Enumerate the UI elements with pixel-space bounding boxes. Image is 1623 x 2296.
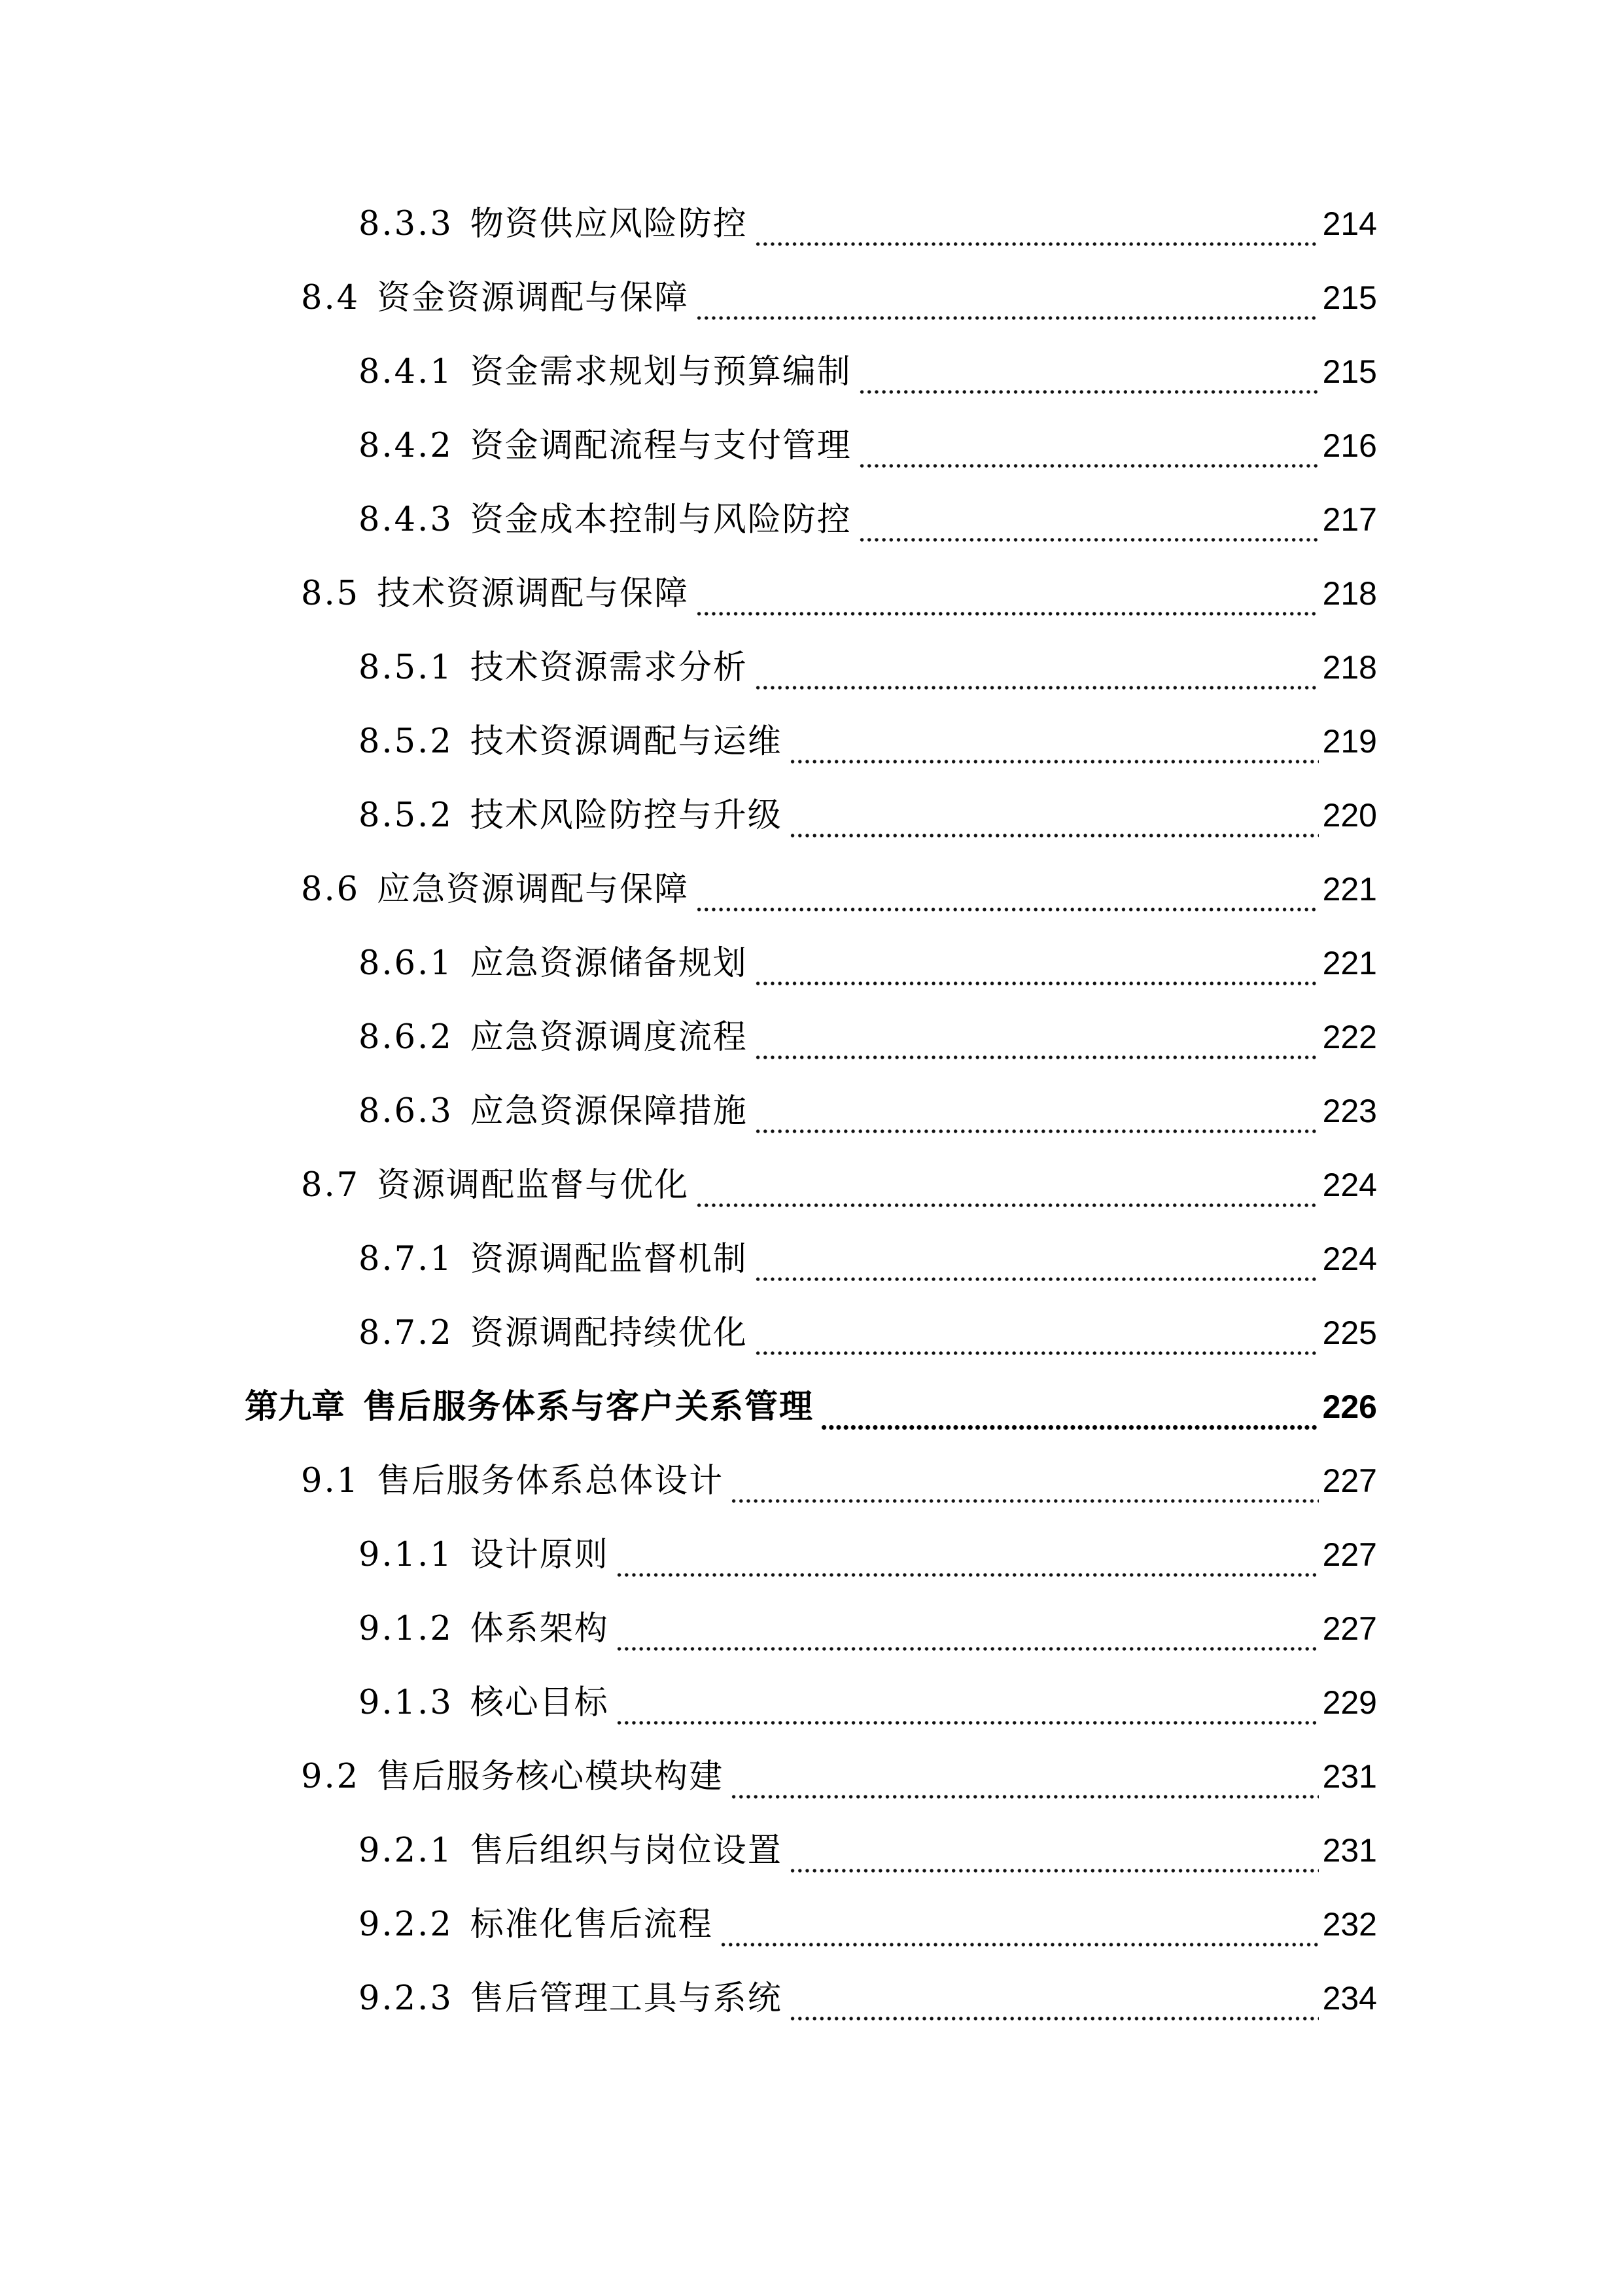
dot-leader bbox=[730, 1492, 1318, 1510]
toc-entry-title: 资源调配监督与优化 bbox=[377, 1166, 689, 1205]
toc-entry-number: 8.4 bbox=[301, 279, 360, 317]
toc-entry[interactable] bbox=[358, 342, 1377, 401]
toc-entry-number: 9.2.2 bbox=[358, 1905, 453, 1944]
toc-entry[interactable] bbox=[358, 712, 1377, 771]
toc-entry-number: 9.2 bbox=[301, 1757, 360, 1796]
dot-leader bbox=[789, 752, 1319, 771]
dot-leader bbox=[789, 2009, 1319, 2028]
toc-entry-number: 8.5.2 bbox=[358, 796, 453, 835]
toc-entry[interactable] bbox=[358, 934, 1377, 993]
toc-entry[interactable] bbox=[358, 786, 1377, 845]
toc-entry-number: 9.2.1 bbox=[358, 1831, 453, 1870]
toc-entry-page: 227 bbox=[1322, 1536, 1377, 1573]
toc-entry[interactable] bbox=[358, 416, 1377, 475]
toc-entry-title: 应急资源调度流程 bbox=[470, 1018, 748, 1057]
toc-entry-page: 221 bbox=[1322, 871, 1377, 908]
dot-leader bbox=[695, 605, 1318, 623]
dot-leader bbox=[616, 1566, 1319, 1584]
toc-entry-title: 资金调配流程与支付管理 bbox=[470, 427, 852, 465]
toc-entry-title: 技术资源需求分析 bbox=[470, 648, 748, 687]
toc-entry-number: 8.4.3 bbox=[358, 501, 453, 539]
toc-chapter-entry[interactable] bbox=[245, 1377, 1377, 1436]
toc-entry-page: 215 bbox=[1322, 353, 1377, 390]
toc-entry[interactable] bbox=[358, 490, 1377, 549]
dot-leader bbox=[754, 1122, 1319, 1140]
toc-entry-page: 225 bbox=[1322, 1315, 1377, 1351]
dot-leader bbox=[695, 900, 1318, 919]
toc-entry-number: 9.2.3 bbox=[358, 1979, 453, 2018]
toc-entry-page: 229 bbox=[1322, 1684, 1377, 1721]
dot-leader bbox=[730, 1788, 1318, 1806]
toc-entry-page: 224 bbox=[1322, 1241, 1377, 1277]
toc-entry-page: 214 bbox=[1322, 205, 1377, 242]
toc-entry-page: 223 bbox=[1322, 1093, 1377, 1129]
toc-entry-page: 221 bbox=[1322, 945, 1377, 981]
toc-entry[interactable] bbox=[358, 1082, 1377, 1140]
dot-leader bbox=[754, 974, 1319, 993]
dot-leader bbox=[616, 1714, 1319, 1732]
toc-entry[interactable] bbox=[358, 194, 1377, 253]
toc-entry-title: 技术资源调配与保障 bbox=[377, 574, 689, 613]
dot-leader bbox=[858, 457, 1319, 475]
toc-entry-title: 资金需求规划与预算编制 bbox=[470, 353, 852, 391]
toc-entry-title: 售后服务体系总体设计 bbox=[377, 1462, 724, 1500]
dot-leader bbox=[858, 531, 1319, 549]
toc-entry-title: 物资供应风险防控 bbox=[470, 205, 748, 243]
toc-entry-page: 216 bbox=[1322, 427, 1377, 464]
toc-entry-number: 8.7 bbox=[301, 1166, 360, 1205]
toc-entry[interactable] bbox=[301, 268, 1377, 327]
dot-leader bbox=[616, 1640, 1319, 1658]
toc-entry[interactable] bbox=[358, 1895, 1377, 1954]
dot-leader bbox=[695, 1196, 1318, 1214]
toc-entry-number: 8.6 bbox=[301, 870, 360, 909]
toc-entry-title: 应急资源储备规划 bbox=[470, 944, 748, 983]
toc-entry-title: 资金资源调配与保障 bbox=[377, 279, 689, 317]
toc-entry[interactable] bbox=[358, 638, 1377, 697]
dot-leader bbox=[754, 1344, 1319, 1362]
toc-entry-title: 技术资源调配与运维 bbox=[470, 722, 782, 761]
toc-entry-number: 8.6.3 bbox=[358, 1092, 453, 1131]
toc-entry-title: 标准化售后流程 bbox=[470, 1905, 713, 1944]
toc-entry[interactable] bbox=[358, 1303, 1377, 1362]
toc-entry-title: 售后服务核心模块构建 bbox=[377, 1757, 724, 1796]
toc-entry[interactable] bbox=[301, 1747, 1377, 1806]
dot-leader bbox=[789, 1862, 1319, 1880]
toc-entry-page: 222 bbox=[1322, 1019, 1377, 1055]
toc-entry-page: 220 bbox=[1322, 797, 1377, 834]
dot-leader bbox=[789, 826, 1319, 845]
dot-leader bbox=[720, 1935, 1319, 1954]
toc-entry-page: 219 bbox=[1322, 723, 1377, 760]
toc-entry[interactable] bbox=[358, 1008, 1377, 1067]
toc-entry-title: 技术风险防控与升级 bbox=[470, 796, 782, 835]
toc-entry-page: 224 bbox=[1322, 1167, 1377, 1203]
toc-entry[interactable] bbox=[358, 1599, 1377, 1658]
toc-chapter-title: 售后服务体系与客户关系管理 bbox=[363, 1387, 814, 1426]
toc-entry-number: 9.1 bbox=[301, 1462, 360, 1500]
toc-entry-number: 8.7.2 bbox=[358, 1314, 453, 1352]
toc-entry[interactable] bbox=[358, 1969, 1377, 2028]
toc-entry-title: 设计原则 bbox=[470, 1536, 609, 1574]
dot-leader bbox=[858, 383, 1319, 401]
toc-entry-title: 资源调配监督机制 bbox=[470, 1240, 748, 1279]
toc-entry-number: 8.5 bbox=[301, 574, 360, 613]
toc-entry-title: 售后组织与岗位设置 bbox=[470, 1831, 782, 1870]
toc-entry-number: 8.4.1 bbox=[358, 353, 453, 391]
toc-entry[interactable] bbox=[301, 564, 1377, 623]
toc-entry-title: 资金成本控制与风险防控 bbox=[470, 501, 852, 539]
toc-entry-number: 8.5.2 bbox=[358, 722, 453, 761]
dot-leader bbox=[754, 1048, 1319, 1067]
dot-leader bbox=[695, 309, 1318, 327]
toc-entry-title: 资源调配持续优化 bbox=[470, 1314, 748, 1352]
toc-entry-number: 9.1.3 bbox=[358, 1684, 453, 1722]
dot-leader bbox=[754, 679, 1319, 697]
toc-entry-page: 231 bbox=[1322, 1832, 1377, 1869]
toc-chapter-number: 第九章 bbox=[245, 1387, 345, 1426]
toc-entry-title: 售后管理工具与系统 bbox=[470, 1979, 782, 2018]
toc-entry-page: 217 bbox=[1322, 501, 1377, 538]
dot-leader bbox=[754, 1270, 1319, 1288]
toc-entry-number: 8.5.1 bbox=[358, 648, 453, 687]
toc-entry-page: 218 bbox=[1322, 649, 1377, 686]
toc-entry-number: 9.1.2 bbox=[358, 1610, 453, 1648]
toc-entry-number: 8.6.2 bbox=[358, 1018, 453, 1057]
toc-entry-page: 218 bbox=[1322, 575, 1377, 612]
toc-entry-page: 231 bbox=[1322, 1758, 1377, 1795]
toc-entry[interactable] bbox=[301, 1156, 1377, 1214]
toc-chapter-page: 226 bbox=[1322, 1388, 1377, 1425]
toc-entry[interactable] bbox=[358, 1673, 1377, 1732]
toc-entry[interactable] bbox=[358, 1229, 1377, 1288]
toc-entry-title: 应急资源保障措施 bbox=[470, 1092, 748, 1131]
toc-entry-number: 9.1.1 bbox=[358, 1536, 453, 1574]
toc-entry[interactable] bbox=[358, 1525, 1377, 1584]
dot-leader bbox=[754, 235, 1319, 253]
toc-entry[interactable] bbox=[301, 1451, 1377, 1510]
toc-entry-title: 应急资源调配与保障 bbox=[377, 870, 689, 909]
toc-entry-title: 核心目标 bbox=[470, 1684, 609, 1722]
toc-entry-number: 8.3.3 bbox=[358, 205, 453, 243]
toc-entry-page: 232 bbox=[1322, 1906, 1377, 1943]
toc-entry-page: 227 bbox=[1322, 1462, 1377, 1499]
toc-entry-page: 234 bbox=[1322, 1980, 1377, 2017]
toc-entry-title: 体系架构 bbox=[470, 1610, 609, 1648]
toc-entry-page: 215 bbox=[1322, 279, 1377, 316]
toc-entry[interactable] bbox=[358, 1821, 1377, 1880]
toc-entry[interactable] bbox=[301, 860, 1377, 919]
toc-entry-number: 8.6.1 bbox=[358, 944, 453, 983]
toc-entry-number: 8.4.2 bbox=[358, 427, 453, 465]
dot-leader bbox=[820, 1418, 1319, 1436]
toc-entry-number: 8.7.1 bbox=[358, 1240, 453, 1279]
toc-entry-page: 227 bbox=[1322, 1610, 1377, 1647]
